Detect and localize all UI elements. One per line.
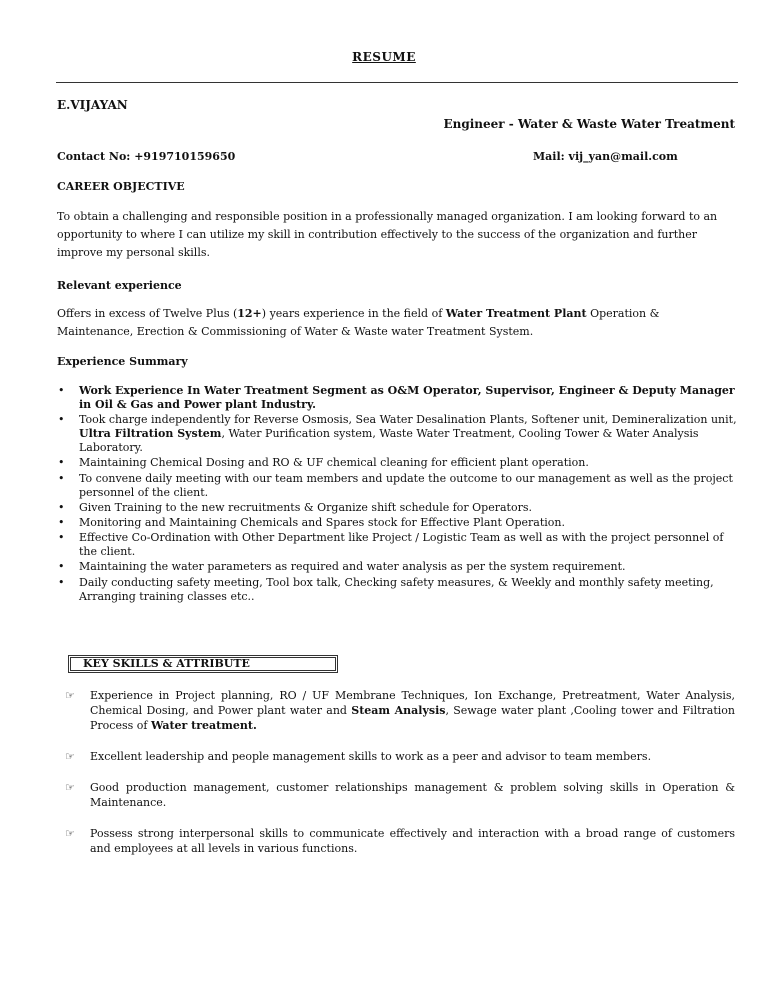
contact-number: Contact No: +919710159650: [57, 150, 236, 163]
skill-text: Excellent leadership and people management skills to work as a peer and advisor to team members.: [90, 750, 652, 763]
pointing-hand-icon: ☞: [65, 750, 75, 763]
relevant-bold-plant: Water Treatment Plant: [445, 307, 587, 320]
relevant-text-3: Operation & Maintenance, Erection & Commissioning of Water & Waste water Treatment System.: [57, 307, 660, 338]
bullet-icon: •: [58, 575, 65, 589]
skill-bold: Steam Analysis: [351, 704, 446, 717]
career-objective-text: To obtain a challenging and responsible position in a professionally managed organization. I am looking forward to an opportunity to where I can utilize my skill in contribution effectively to the success of the organization and further improve my personal skills.: [57, 210, 718, 259]
list-item: [57, 413, 739, 455]
relevant-bold-years: 12+: [237, 307, 262, 320]
candidate-role: Engineer - Water & Waste Water Treatment: [443, 117, 735, 131]
list-item: [65, 780, 735, 810]
relevant-experience-text: [57, 305, 737, 341]
list-item: [57, 456, 739, 470]
candidate-name: E.VIJAYAN: [57, 98, 128, 112]
bullet-icon: •: [58, 560, 65, 574]
skill-bold: Water treatment.: [150, 719, 257, 732]
summary-item-text: To convene daily meeting with our team members and update the outcome to our management as well as the project personnel of the client.: [79, 471, 733, 499]
list-item: [57, 560, 739, 574]
summary-item-text: Daily conducting safety meeting, Tool box talk, Checking safety measures, & Weekly and monthly safety meeting, Arranging training classes etc..: [79, 575, 714, 603]
bullet-icon: •: [58, 413, 65, 427]
page-title: RESUME: [352, 50, 416, 64]
relevant-experience-heading: Relevant experience: [57, 279, 182, 292]
list-item: [65, 826, 735, 856]
key-skills-list: [65, 688, 735, 872]
summary-item-bold: Ultra Filtration System: [79, 427, 222, 441]
skill-text: Possess strong interpersonal skills to communicate effectively and interaction with a broad range of customers and employees at all levels in various functions.: [90, 827, 735, 855]
bullet-icon: •: [58, 471, 65, 485]
skill-text: Good production management, customer relationships management & problem solving skills in Operation & Maintenance.: [90, 781, 735, 809]
bullet-icon: •: [58, 384, 65, 397]
bullet-icon: •: [58, 456, 65, 470]
contact-mail: Mail: vij_yan@mail.com: [533, 150, 678, 163]
key-skills-heading: KEY SKILLS & ATTRIBUTE: [68, 655, 338, 673]
relevant-text-2: ) years experience in the field of: [261, 307, 446, 320]
experience-summary-heading: Experience Summary: [57, 355, 188, 368]
summary-item-text: , Water Purification system, Waste Water Treatment, Cooling Tower & Water Analysis Laboratory.: [79, 427, 699, 455]
summary-item-text: Maintaining Chemical Dosing and RO & UF chemical cleaning for efficient plant operation.: [79, 456, 589, 470]
header-divider: [56, 82, 738, 83]
pointing-hand-icon: ☞: [65, 781, 75, 794]
experience-summary-list: [57, 384, 739, 605]
bullet-icon: •: [58, 500, 65, 514]
list-item: [65, 749, 735, 764]
list-item: [57, 472, 739, 500]
pointing-hand-icon: ☞: [65, 827, 75, 840]
summary-item-text: Monitoring and Maintaining Chemicals and Spares stock for Effective Plant Operation.: [79, 515, 565, 529]
summary-item-text: Given Training to the new recruitments & Organize shift schedule for Operators.: [79, 500, 532, 514]
summary-item-text: Work Experience In Water Treatment Segment as O&M Operator, Supervisor, Engineer & Deputy Manager in Oil & Gas and Power plant Industry.: [79, 384, 735, 411]
pointing-hand-icon: ☞: [65, 689, 75, 702]
list-item: [65, 688, 735, 733]
relevant-text-1: Offers in excess of Twelve Plus (: [57, 307, 238, 320]
list-item: [57, 501, 739, 515]
bullet-icon: •: [58, 531, 65, 545]
list-item: [57, 516, 739, 530]
bullet-icon: •: [58, 515, 65, 529]
summary-item-text: Effective Co-Ordination with Other Department like Project / Logistic Team as well as with the project personnel of the client.: [79, 531, 724, 559]
career-objective-heading: CAREER OBJECTIVE: [57, 180, 185, 193]
list-item: [57, 576, 739, 604]
list-item: [57, 384, 739, 412]
summary-item-text: Took charge independently for Reverse Osmosis, Sea Water Desalination Plants, Softener unit, Demineralization unit,: [79, 413, 737, 427]
skill-text: , Sewage water plant ,Cooling tower and Filtration Process of: [90, 704, 735, 732]
list-item: [57, 531, 739, 559]
skill-text: Experience in Project planning, RO / UF Membrane Techniques, Ion Exchange, Pretreatment, Water Analysis, Chemical Dosing, and Power plant water and: [90, 689, 735, 717]
summary-item-text: Maintaining the water parameters as required and water analysis as per the system requirement.: [79, 560, 626, 574]
